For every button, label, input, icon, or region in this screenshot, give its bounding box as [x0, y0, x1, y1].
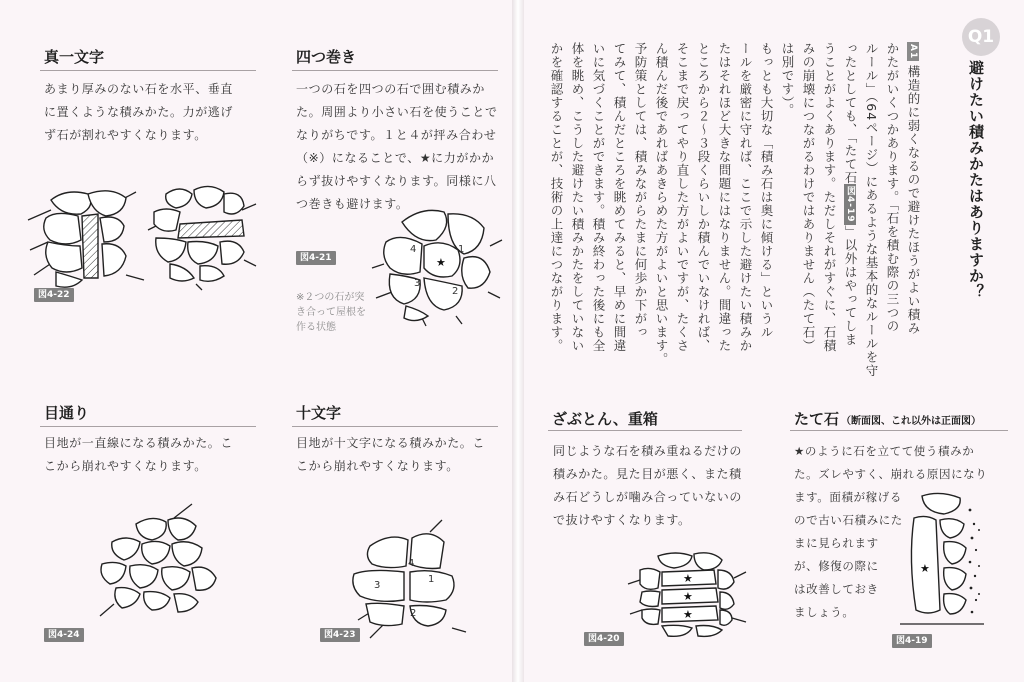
- figure-label: 図4-23: [320, 628, 360, 642]
- text-line: まに見られます: [794, 536, 879, 550]
- text-line: ず石が割れやすくなります。: [44, 128, 207, 142]
- figure-label: 図4-19: [892, 634, 932, 648]
- text-line: あまり厚みのない石を水平、垂直: [44, 82, 234, 96]
- footnote-line: き合って屋根を: [296, 307, 366, 318]
- section-rule: [40, 70, 256, 71]
- text-line: なりがちです。１と４が抨み合わせ: [296, 128, 497, 142]
- text-line: で抜けやすくなります。: [553, 513, 691, 527]
- answer-column: ん積んだ後であればあきらめた方がよいと思います。: [654, 42, 669, 366]
- stone-diagram-medori: [96, 504, 226, 624]
- answer-column: 予防策としては、積みながらたまに何歩か下がっ: [633, 42, 648, 339]
- answer-column: ルール」（64ページ）にあるような基本的なルールを守: [864, 42, 879, 378]
- text-line: こから崩れやすくなります。: [296, 459, 459, 473]
- text-line: らず抜けやすくなります。同様に八: [296, 174, 497, 188]
- stone-number-4: 4: [408, 558, 415, 569]
- answer-column: そこまで戻ってやり直した方がよいですが、たくさ: [675, 42, 690, 353]
- figure-label: 図4-21: [296, 251, 336, 265]
- text-line: ます。面積が稼げる: [794, 490, 902, 504]
- stone-number-2: 2: [410, 608, 417, 619]
- text-line: は改善しておき: [794, 582, 879, 596]
- answer-column: てみて、積んだところを眺めてみると、早めに間違: [612, 42, 627, 353]
- section-rule: [548, 430, 742, 431]
- book-gutter: [512, 0, 524, 682]
- star-marker: ★: [683, 608, 693, 621]
- figure-label: 図4-20: [584, 632, 624, 646]
- stone-number-3: 3: [414, 278, 421, 289]
- answer-column: たはそれほど大きな問題にはなりません。間違った: [717, 42, 732, 353]
- section-rule: [292, 70, 498, 71]
- text-line: （※）になることで、★に力がかか: [296, 151, 495, 165]
- stone-number-2: 2: [452, 286, 459, 297]
- text-line: 一つの石を四つの石で囲む積みか: [296, 82, 486, 96]
- text-line: に置くような積みかた。力が逃げ: [44, 105, 234, 119]
- answer-badge: A1: [908, 44, 918, 60]
- stone-diagram-jumonji: [348, 520, 478, 640]
- answer-column: いに気づくことができます。積み終わった後にも全: [591, 42, 606, 353]
- stone-number-4: 4: [410, 244, 417, 255]
- stone-diagram-tateishi: [900, 490, 984, 626]
- section-title-jumonji: 十文字: [296, 404, 342, 422]
- text-line: ★のように石を立てて使う積みか: [794, 444, 975, 458]
- text-line: み石どうしが噛み合っていないの: [553, 490, 743, 504]
- question-badge: Q1: [962, 18, 1000, 56]
- body-jumonji: [296, 432, 485, 478]
- section-rule: [40, 426, 256, 427]
- star-marker: ★: [920, 562, 930, 575]
- inline-figure-ref: 図4-19: [845, 186, 855, 223]
- question-title: 避けたい積みかたはありますか？: [967, 60, 985, 300]
- body-zabuton: [553, 440, 742, 532]
- section-title-tateishi: たて石 （断面図、これ以外は正面図）: [794, 410, 982, 428]
- answer-column: うことがよくあります。ただしそれがすぐに、石積: [822, 42, 837, 353]
- body-shin-ichimonji: [44, 78, 233, 147]
- body-yotsumaki: [296, 78, 498, 216]
- footnote-line: ※２つの石が突: [296, 292, 365, 303]
- star-marker: ★: [683, 572, 693, 585]
- answer-column: は別です）。: [780, 42, 795, 117]
- body-medori: [44, 432, 233, 478]
- stone-number-1: 1: [458, 244, 465, 255]
- stone-diagram-zabuton: [628, 548, 748, 638]
- text-line: た。周囲より小さい石を使うことで: [296, 105, 498, 119]
- answer-column: かを確認することが、技術の上達につながります。: [549, 42, 564, 353]
- answer-column: かたがいくつかあります。「石を積む際の三つの: [885, 42, 900, 333]
- text-line: 目地が十文字になる積みかた。こ: [296, 436, 486, 450]
- text-line: た。ズレやすく、崩れる原因になり: [794, 467, 988, 481]
- figure-label: 図4-24: [44, 628, 84, 642]
- answer-column: みの崩壊につながるわけではありません（たて石）: [801, 42, 816, 353]
- figure-label: 図4-22: [34, 288, 74, 302]
- answer-body: [546, 42, 924, 378]
- stone-diagram-shin-ichimonji: [26, 180, 256, 290]
- section-title-medori: 目通り: [44, 404, 90, 422]
- section-title-shin-ichimonji: 真一文字: [44, 48, 105, 66]
- stone-number-3: 3: [374, 580, 381, 591]
- section-title-yotsumaki: 四つ巻き: [296, 48, 357, 66]
- star-marker: ★: [436, 256, 446, 269]
- text-line: ましょう。: [794, 605, 855, 619]
- answer-column: ールを厳密に守れば、ここで示した避けたい積みか: [738, 42, 753, 353]
- section-rule: [790, 430, 1008, 431]
- footnote-line: 作る状態: [296, 322, 336, 333]
- footnote: [296, 290, 366, 335]
- stone-number-1: 1: [428, 574, 435, 585]
- answer-column: A1構造的に弱くなるので避けたほうがよい積み: [906, 44, 921, 336]
- answer-column: もっとも大切な「積み石は奥に傾ける」というル: [759, 42, 774, 339]
- stone-diagram-yotsumaki: [372, 206, 502, 326]
- text-line: ので古い石積みにた: [794, 513, 903, 527]
- star-marker: ★: [683, 590, 693, 603]
- section-title-zabuton: ざぶとん、重箱: [552, 410, 658, 428]
- answer-column: ところから２～３段くらいしか積んでいなければ、: [696, 42, 711, 353]
- text-line: 同じような石を積み重ねるだけの: [553, 444, 743, 458]
- section-subtitle: （断面図、これ以外は正面図）: [841, 416, 982, 427]
- section-rule: [292, 426, 498, 427]
- text-line: が、修復の際に: [794, 559, 879, 573]
- text-line: 積みかた。見た目が悪く、また積: [553, 467, 742, 481]
- text-line: 目地が一直線になる積みかた。こ: [44, 436, 234, 450]
- text-line: つ巻きも避けます。: [296, 197, 409, 211]
- answer-column: ったとしても、「たて石図4-19」以外はやってしま: [843, 42, 858, 347]
- answer-column: 体を眺め、こうした避けたい積みかたをしていない: [570, 42, 585, 353]
- text-line: こから崩れやすくなります。: [44, 459, 207, 473]
